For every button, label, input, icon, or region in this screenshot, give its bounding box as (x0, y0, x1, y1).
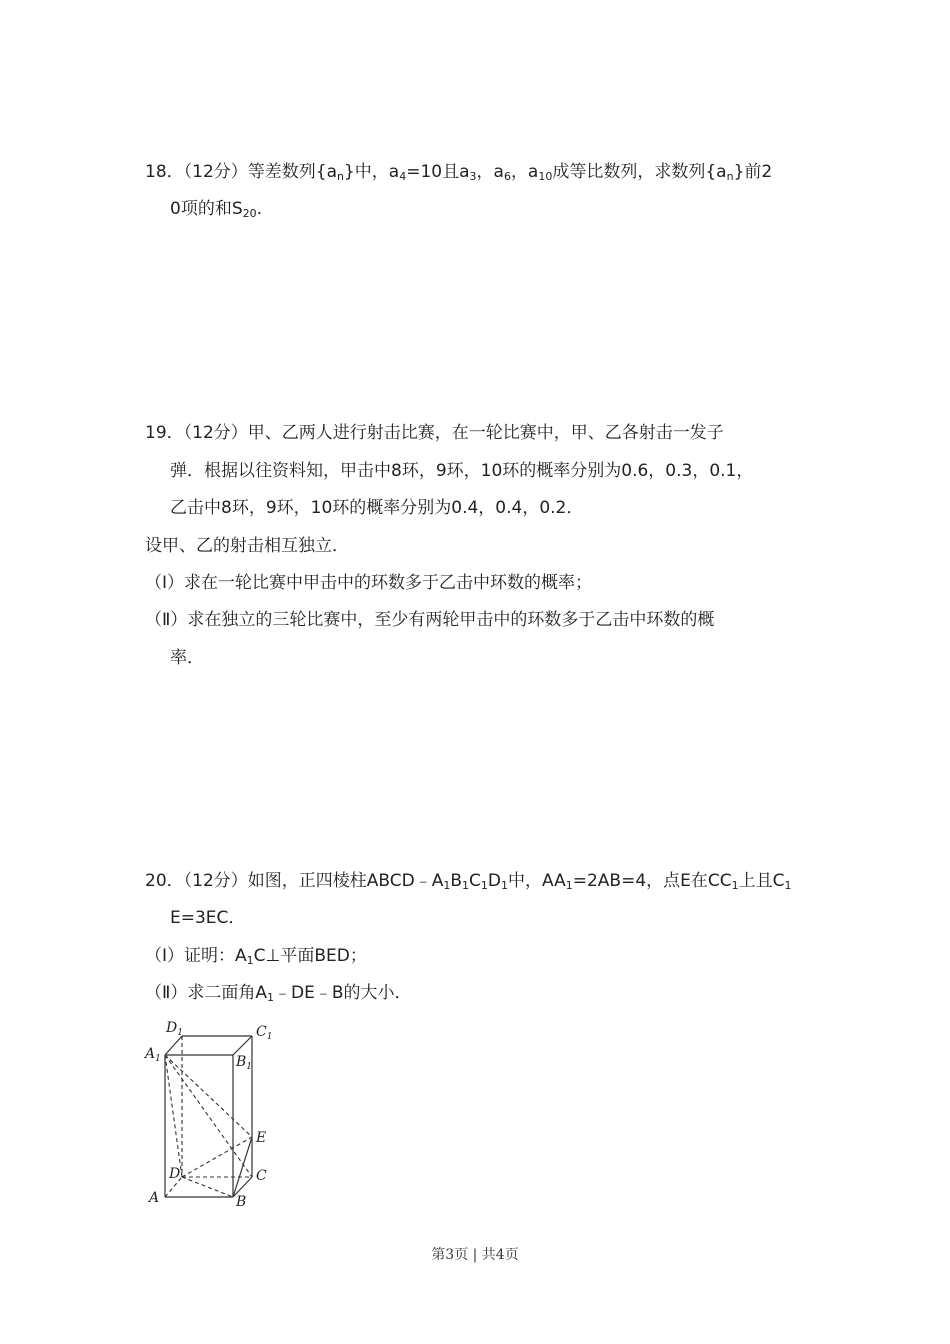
label-d1: $D_1$ (166, 1020, 183, 1038)
label-d: D (169, 1166, 181, 1182)
label-b1: $B_1$ (236, 1054, 253, 1072)
q20-part-2: （Ⅱ）求二面角$A_1﹣DE﹣B$的大小． (145, 983, 412, 1004)
q19-line-2: 弹．根据以往资料知，甲击中8环，9环，10环的概率分别为0.6，0.3，0.1， (170, 461, 754, 481)
q20-line-1: 20．（12分）如图，正四棱柱$ABCD﹣A_1B_1C_1D_1$中，$AA_1=2AB=4$，点E在$CC_1$上且$C_1$ (145, 871, 792, 892)
prism-figure (140, 1016, 280, 1212)
q19-line-4: 设甲、乙的射击相互独立． (145, 536, 349, 556)
label-b: B (236, 1194, 247, 1210)
q19-part-2-cont: 率． (170, 648, 204, 668)
q18-line-2: 0项的和$S_{20}$. (170, 199, 263, 220)
q19-part-1: （Ⅰ）求在一轮比赛中甲击中的环数多于乙击中环数的概率； (145, 573, 593, 593)
q19-line-1: 19．（12分）甲、乙两人进行射击比赛，在一轮比赛中，甲、乙各射击一发子 (145, 423, 724, 443)
label-a: A (149, 1190, 160, 1206)
q19-line-3: 乙击中8环，9环，10环的概率分别为0.4，0.4，0.2． (170, 498, 584, 518)
q20-line-2: E=3EC． (170, 908, 246, 928)
page-footer: 第3页 | 共4页 (431, 1247, 519, 1263)
label-e: E (256, 1130, 267, 1146)
q19-part-2: （Ⅱ）求在独立的三轮比赛中，至少有两轮甲击中的环数多于乙击中环数的概 (145, 610, 715, 630)
q20-part-1: （Ⅰ）证明：$A_1C\perp$平面BED； (145, 946, 367, 967)
label-c: C (256, 1168, 267, 1184)
label-a1: $A_1$ (145, 1046, 161, 1064)
label-c1: $C_1$ (256, 1024, 273, 1042)
q18-line-1: 18．（12分）等差数列$\{a_n\}$中，$a_4=10$且$a_3$，$a_6$，$a_{10}$成等比数列，求数列$\{a_n\}$前2 (145, 162, 773, 183)
